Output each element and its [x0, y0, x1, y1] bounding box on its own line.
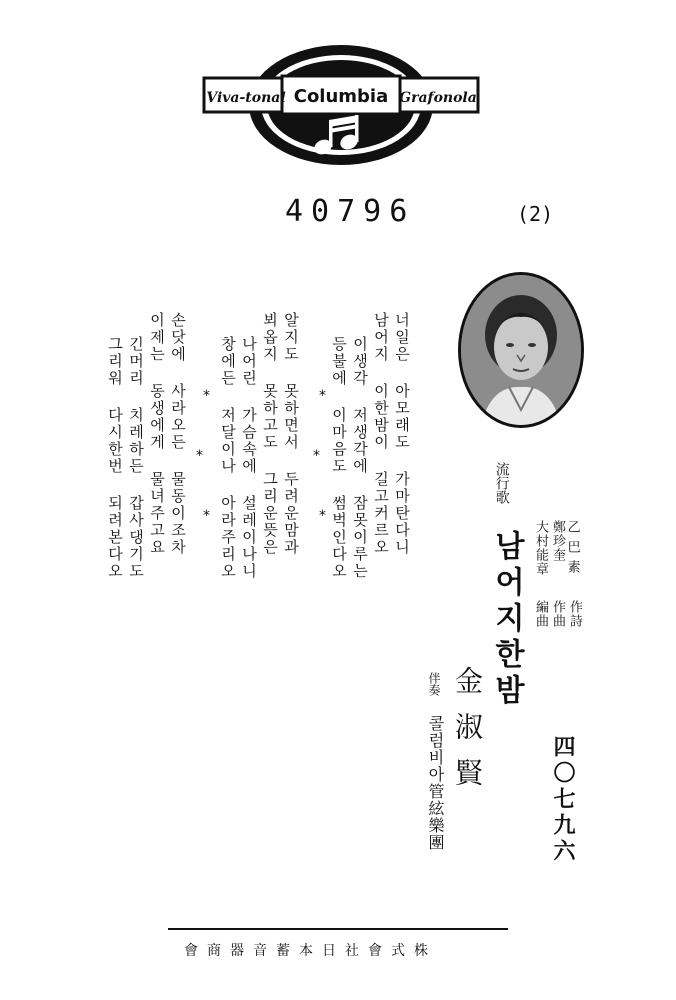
separator-star: * [319, 388, 326, 404]
lyric-line: 알지도 못하면서 두려운맘과 [282, 312, 300, 556]
arrange-role: 編曲 [533, 600, 548, 628]
lyric-line: 손닷에 사라오든 물동이조차 [169, 312, 187, 556]
catalog-number: 40796 [285, 194, 416, 229]
music-role: 作曲 [550, 600, 565, 628]
lyric-line: 창에든 저달이나 아라주리오 [219, 336, 237, 580]
accompaniment-name: 콜럼비아管絃樂團 [426, 715, 445, 851]
lyric-role: 作詩 [567, 600, 582, 628]
lyric-line: 뵈옵지 못하고도 그리운뜻은 [261, 312, 279, 556]
genre-label: 流行歌 [493, 462, 510, 504]
lyric-line: 등불에 이마음도 썸벅인다오 [330, 336, 348, 580]
columbia-logo [196, 40, 486, 170]
singer-name: 金淑賢 [451, 666, 484, 804]
singer-portrait [458, 272, 584, 428]
credit-char: 巴 [564, 540, 580, 553]
lyric-line: 이제는 동생에게 물녀주고요 [148, 312, 166, 556]
lyricist-name: 鄭珍奎 [550, 520, 565, 562]
footer-rule [168, 928, 508, 930]
song-title: 남어지한밤 [489, 530, 524, 710]
separator-star: * [203, 388, 210, 404]
lyric-line: 나어린 가슴속에 설레이나니 [240, 336, 258, 580]
logo-right-text: Grafonola [399, 90, 477, 106]
catalog-number-kanji: 四〇七九六 [550, 735, 575, 865]
logo-left-text: Viva-tonal [206, 90, 286, 106]
separator-star: * [313, 448, 320, 464]
logo-center-text: Columbia [293, 86, 389, 107]
lyric-line: 그리워 다시한번 되려본다오 [106, 336, 124, 580]
publisher-footer: 株式會社日本蓄音器商會 [184, 943, 437, 959]
credit-char: 乙 [564, 520, 580, 533]
side-number: (2) [517, 202, 554, 226]
separator-star: * [203, 508, 210, 524]
lyric-line: 이생각 저생각에 잠못이루는 [351, 336, 369, 580]
lyric-line: 긴머리 치레하든 갑사댕기도 [127, 336, 145, 580]
composer-name: 大村能章 [533, 520, 548, 576]
accompaniment-label: 伴奏 [427, 672, 441, 696]
credit-char: 素 [564, 560, 580, 573]
separator-star: * [196, 448, 203, 464]
separator-star: * [319, 508, 326, 524]
lyric-line: 남어지 이한밤이 길고커르오 [372, 312, 390, 556]
lyric-line: 너일은 아모래도 가마탄다니 [393, 312, 411, 556]
